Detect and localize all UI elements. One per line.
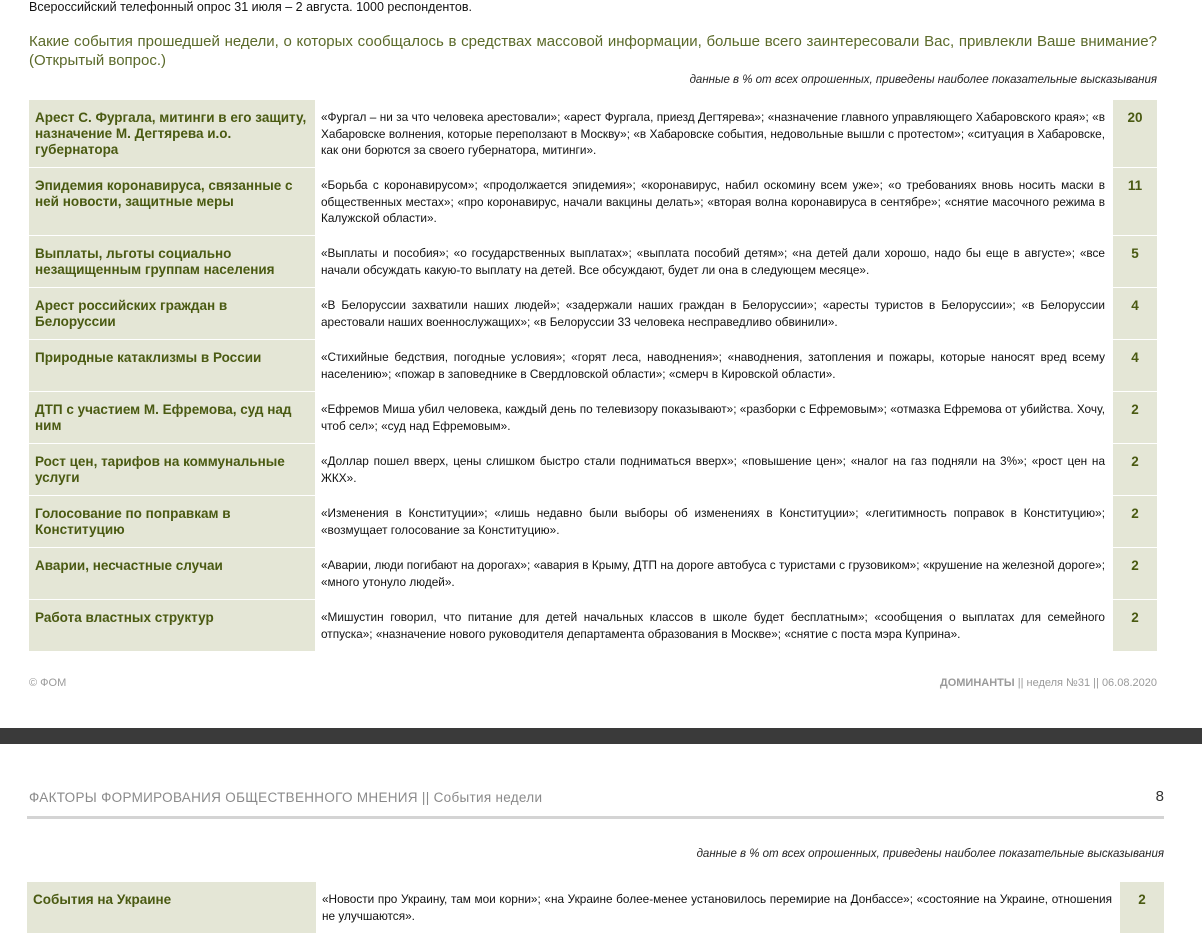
row-value: 2 [1113,548,1157,599]
table-row [29,600,1157,652]
row-value: 2 [1113,392,1157,443]
row-quotes: «Доллар пошел вверх, цены слишком быстро стали подниматься вверх»; «повышение цен»; «налог на газ подняли на 3%»; «рост цен на ЖКХ». [315,444,1113,495]
row-quotes: «Фургал – ни за что человека арестовали»; «арест Фургала, приезд Дегтярева»; «назначение главного управляющего Хабаровского края»; «в Хабаровске волнения, которые переползают в Москву»; «в Хабаровске события, недовольные вышли с протестом»; «ситуация в Хабаровске, как они борются за своего губернатора, митинги». [315,100,1113,167]
footer-week: неделя №31 [1026,677,1091,689]
table-row [29,392,1157,444]
row-quotes: «Борьба с коронавирусом»; «продолжается эпидемия»; «коронавирус, набил оскомину всем уже»; «о требованиях вновь носить маски в общественных местах»; «про коронавирус, начали вакцины делать»; «вторая волна коронавируса в сентябре»; «снятие масочного режима в Калужской области». [315,168,1113,235]
footer-separator: || [1017,677,1024,689]
survey-note: Всероссийский телефонный опрос 31 июля – 2 августа. 1000 респондентов. [29,0,472,14]
row-quotes: «Новости про Украину, там мои корни»; «на Украине более-менее установилось перемирие на Донбассе»; «состояние на Украине, отношения не улучшаются». [316,882,1120,933]
table-row [29,100,1157,168]
header-section: ФАКТОРЫ ФОРМИРОВАНИЯ ОБЩЕСТВЕННОГО МНЕНИЯ [29,790,418,805]
footer-brand: ДОМИНАНТЫ [939,677,1015,689]
row-quotes: «Выплаты и пособия»; «о государственных выплатах»; «выплата пособий детям»; «на детей дали хорошо, надо бы еще в августе»; «все начали обсуждать какую-то выплату на детей. Все обсуждают, будет ли она в следующем месяце». [315,236,1113,287]
header-separator: || [421,790,430,805]
row-category: ДТП с участием М. Ефремова, суд над ним [29,392,315,443]
page-separator [0,728,1202,744]
footer-copyright: © ФОМ [29,677,67,689]
table-row [29,168,1157,236]
row-value: 11 [1113,168,1157,235]
row-category: Аварии, несчастные случаи [29,548,315,599]
table-row [29,236,1157,288]
table-row [27,882,1164,933]
survey-question: Какие события прошедшей недели, о которых сообщалось в средствах массовой информации, больше всего заинтересовали Вас, привлекли Ваше внимание? (Открытый вопрос.) [29,33,1157,69]
row-value: 4 [1113,340,1157,391]
row-quotes: «В Белоруссии захватили наших людей»; «задержали наших граждан в Белоруссии»; «аресты туристов в Белоруссии»; «в Белоруссии арестовали наших военнослужащих»; «в Белоруссии 33 человека несправедливо обвинили». [315,288,1113,339]
page-header [29,790,542,805]
footer-info [940,677,1157,689]
row-category: Природные катаклизмы в России [29,340,315,391]
row-value: 2 [1120,882,1164,933]
row-category: Выплаты, льготы социально незащищенным группам населения [29,236,315,287]
table-row [29,548,1157,600]
row-value: 2 [1113,600,1157,651]
page-number: 8 [1155,788,1164,805]
row-value: 2 [1113,444,1157,495]
row-category: Работа властных структур [29,600,315,651]
table-row [29,496,1157,548]
data-note: данные в % от всех опрошенных, приведены наиболее показательные высказывания [689,74,1157,86]
row-value: 5 [1113,236,1157,287]
row-category: Арест российских граждан в Белоруссии [29,288,315,339]
results-table [29,100,1157,652]
row-quotes: «Аварии, люди погибают на дорогах»; «авария в Крыму, ДТП на дороге автобуса с туристами с грузовиком»; «крушение на железной дороге»; «много утонуло людей». [315,548,1113,599]
footer-date: 06.08.2020 [1101,677,1157,689]
row-category: Эпидемия коронавируса, связанные с ней новости, защитные меры [29,168,315,235]
row-category: Рост цен, тарифов на коммунальные услуги [29,444,315,495]
header-rule [27,816,1164,819]
row-category: События на Украине [27,882,316,933]
header-subsection: События недели [433,790,543,805]
page-8 [0,744,1202,933]
row-quotes: «Ефремов Миша убил человека, каждый день по телевизору показывают»; «разборки с Ефремовым»; «отмазка Ефремова от убийства. Хочу, чтоб сел»; «суд над Ефремовым». [315,392,1113,443]
table-row [29,288,1157,340]
row-value: 20 [1113,100,1157,167]
row-quotes: «Стихийные бедствия, погодные условия»; «горят леса, наводнения»; «наводнения, затопления и пожары, которые наносят вред всему населению»; «пожар в заповеднике в Свердловской области»; «смерч в Кировской области». [315,340,1113,391]
row-quotes: «Мишустин говорил, что питание для детей начальных классов в школе будет бесплатным»; «сообщения о выплатах для семейного отпуска»; «назначение нового руководителя департамента образования в Москве»; «снятие с поста мэра Куприна». [315,600,1113,651]
row-category: Арест С. Фургала, митинги в его защиту, назначение М. Дегтярева и.о. губернатора [29,100,315,167]
row-value: 4 [1113,288,1157,339]
data-note: данные в % от всех опрошенных, приведены наиболее показательные высказывания [696,848,1164,860]
row-category: Голосование по поправкам в Конституцию [29,496,315,547]
footer-separator: || [1093,677,1099,689]
row-value: 2 [1113,496,1157,547]
table-row [29,444,1157,496]
table-row [29,340,1157,392]
row-quotes: «Изменения в Конституции»; «лишь недавно были выборы об изменениях в Конституции»; «легитимность поправок в Конституцию»; «возмущает голосование за Конституцию». [315,496,1113,547]
